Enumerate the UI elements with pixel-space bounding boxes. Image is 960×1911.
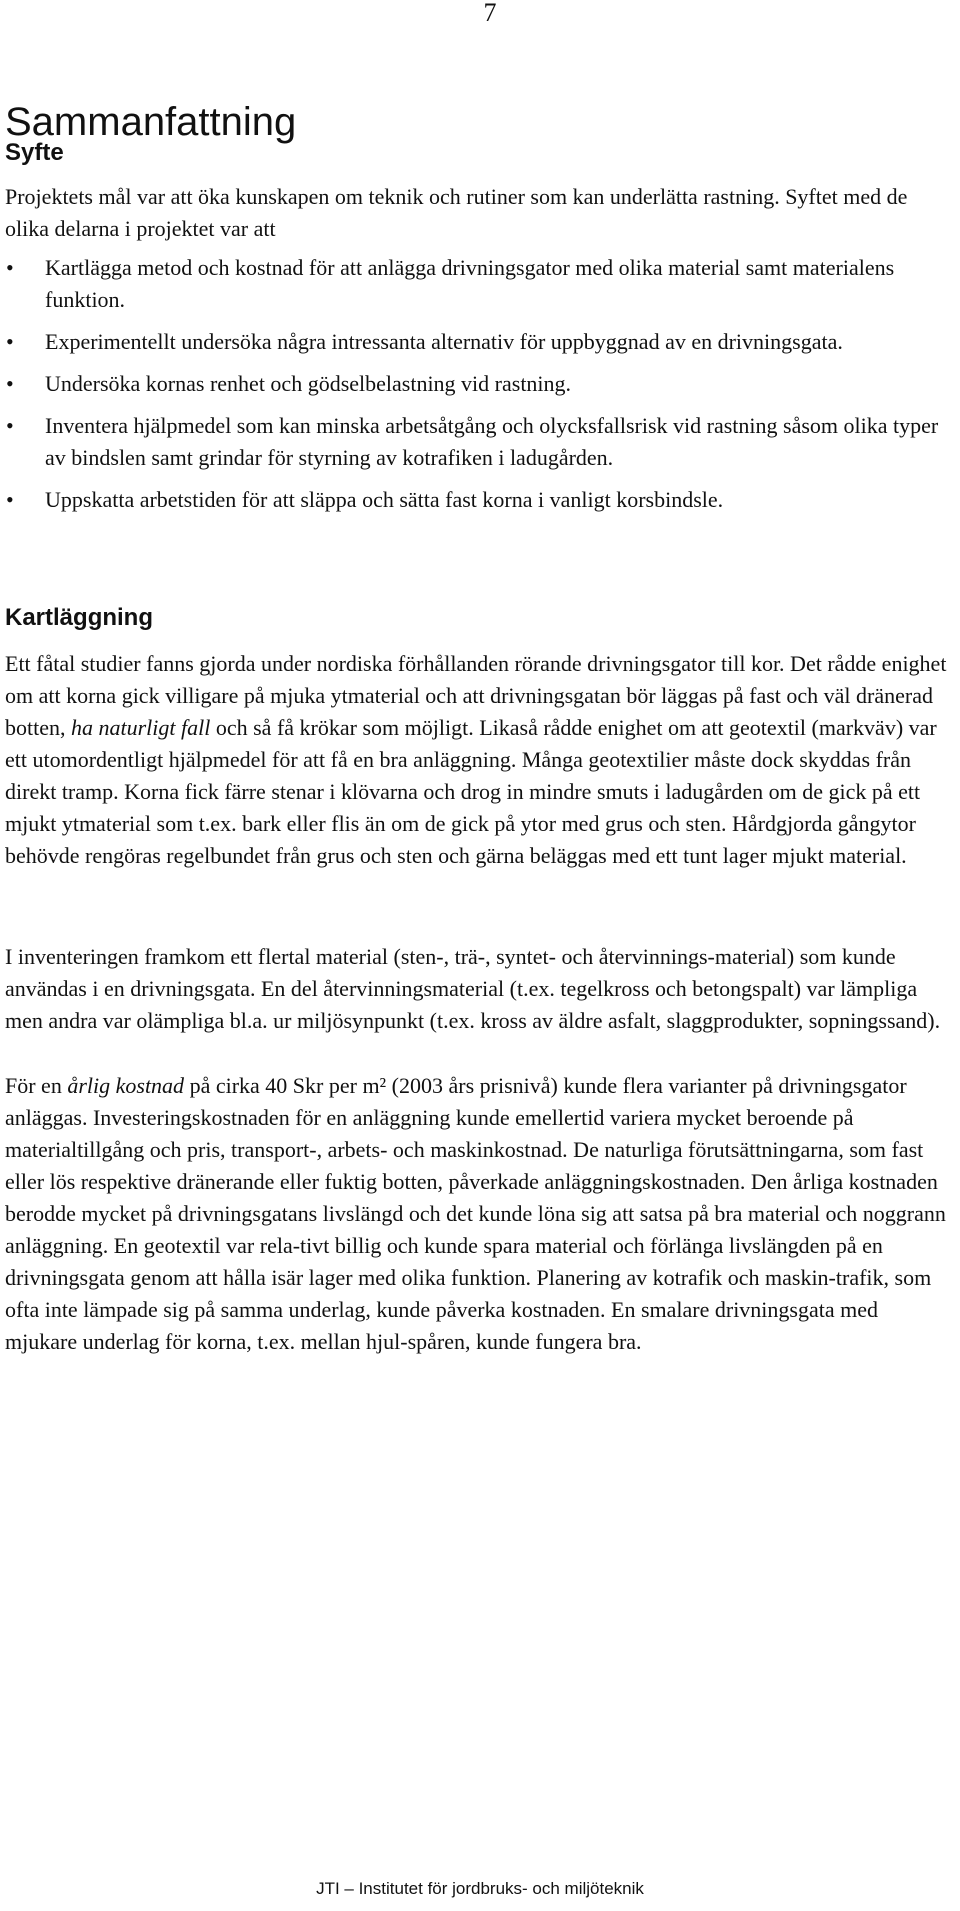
syfte-bullet-list <box>5 252 950 526</box>
page-number: 7 <box>483 0 497 27</box>
paragraph-text: och så få krökar som möjligt. Likaså rådde enighet om att geotextil (markväv) var ett utomordentligt hjälpmedel för att få en bra anläggning. Många geotextilier måste dock skyddas från direkt tramp. Korna fick färre stenar i klövarna och drog in mindre smuts i ladugården om de gick på ett mjukt ytmaterial som t.ex. bark eller flis än om de gick på ytor med grus och sten. Hårdgjorda gångytor behövde rengöras regelbundet från grus och sten och gärna beläggas med ett tunt lager mjukt material. <box>5 715 937 868</box>
list-item-text: Experimentellt undersöka några intressanta alternativ för uppbyggnad av en drivningsgata. <box>45 329 843 354</box>
list-item <box>5 484 950 516</box>
paragraph-text: Ett fåtal studier fanns gjorda under nordiska förhållanden rörande drivningsgator till kor. Det rådde enighet om att korna gick villigare på mjuka ytmaterial och att drivningsgatan bör läggas på fast och väl dränerad botten, <box>5 651 947 740</box>
bullet-icon: • <box>6 487 14 512</box>
list-item <box>5 368 950 400</box>
page-title: Sammanfattning <box>5 100 297 144</box>
bullet-icon: • <box>6 329 14 354</box>
emphasis-text: årlig kostnad <box>67 1073 185 1098</box>
bullet-icon: • <box>6 255 14 280</box>
kartlaggning-paragraph-2: I inventeringen framkom ett flertal material (sten-, trä-, syntet- och återvinnings-material) som kunde användas i en drivningsgata. En del återvinningsmaterial (t.ex. tegelkross och betongspalt) var lämpliga men andra var olämpliga bl.a. ur miljösynpunkt (t.ex. kross av äldre asfalt, slaggprodukter, sopningssand). <box>5 944 941 1033</box>
list-item <box>5 410 950 474</box>
bullet-icon: • <box>6 371 14 396</box>
list-item-text: Inventera hjälpmedel som kan minska arbetsåtgång och olycksfallsrisk vid rastning såsom olika typer av bindslen samt grindar för styrning av kotrafiken i ladugården. <box>45 413 939 470</box>
paragraph-text: För en <box>5 1073 68 1098</box>
list-item-text: Undersöka kornas renhet och gödselbelastning vid rastning. <box>45 371 572 396</box>
syfte-intro-paragraph: Projektets mål var att öka kunskapen om teknik och rutiner som kan underlätta rastning. Syftet med de olika delarna i projektet var att <box>5 184 908 241</box>
list-item-text: Kartlägga metod och kostnad för att anlägga drivningsgator med olika material samt materialens funktion. <box>45 255 895 312</box>
kartlaggning-paragraph-3 <box>5 1070 950 1358</box>
kartlaggning-paragraph-1 <box>5 648 950 872</box>
list-item <box>5 326 950 358</box>
list-item <box>5 252 950 316</box>
list-item-text: Uppskatta arbetstiden för att släppa och sätta fast korna i vanligt korsbindsle. <box>45 487 724 512</box>
emphasis-text: ha naturligt fall <box>71 715 211 740</box>
page-footer: JTI – Institutet för jordbruks- och miljöteknik <box>316 1879 644 1898</box>
bullet-icon: • <box>6 413 14 438</box>
section-heading-kartlaggning: Kartläggning <box>5 604 153 631</box>
paragraph-text: på cirka 40 Skr per m² (2003 års prisnivå) kunde flera varianter på drivningsgator anläggas. Investeringskostnaden för en anläggning kunde emellertid variera mycket beroende på materialtillgång och pris, transport-, arbets- och maskinkostnad. De naturliga förutsättningarna, som fast eller lös respektive dränerande eller fuktig botten, påverkade anläggningskostnaden. Den årliga kostnaden berodde mycket på drivningsgatans livslängd och det kunde löna sig att satsa på bra material och noggrann anläggning. En geotextil var rela-tivt billig och kunde spara material och förlänga livslängden på en drivningsgata genom att hålla isär lager med olika funktion. Planering av kotrafik och maskin-trafik, som ofta inte lämpade sig på samma underlag, kunde påverka kostnaden. En smalare drivningsgata med mjukare underlag för korna, t.ex. mellan hjul-spåren, kunde fungera bra. <box>5 1073 946 1354</box>
section-heading-syfte: Syfte <box>5 139 64 166</box>
